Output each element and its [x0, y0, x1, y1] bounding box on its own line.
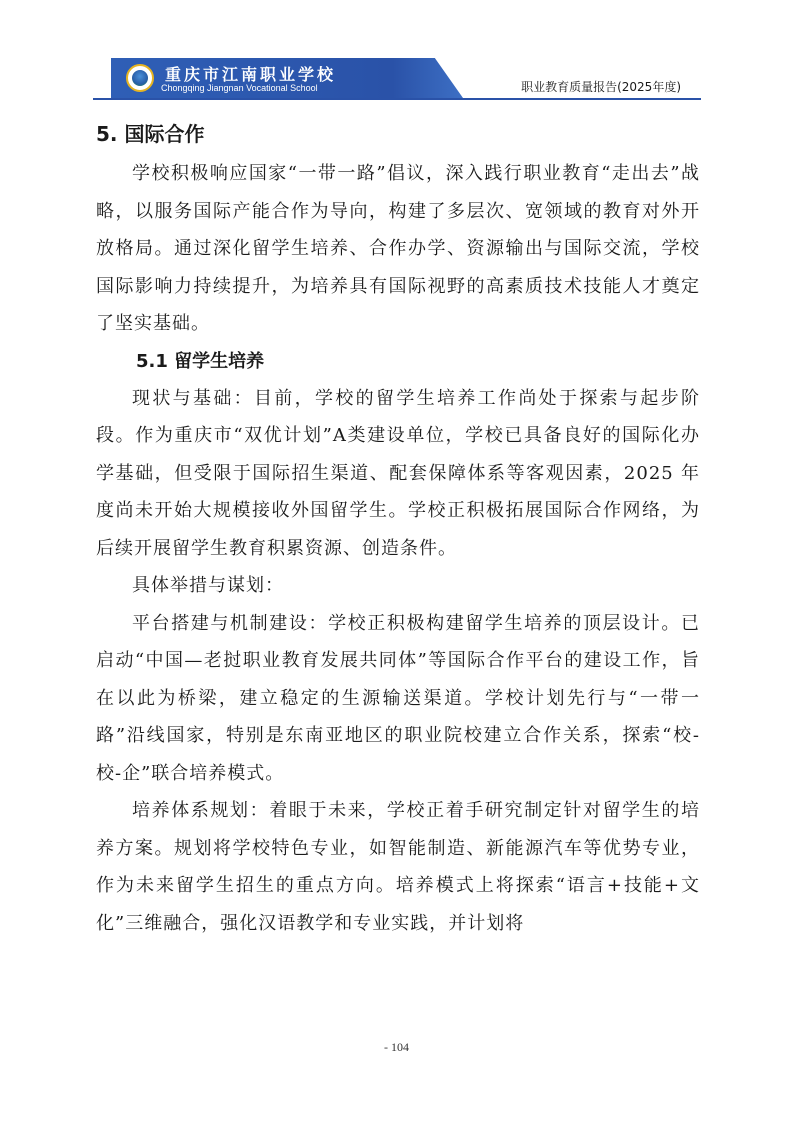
status-paragraph: 现状与基础：目前，学校的留学生培养工作尚处于探索与起步阶段。作为重庆市“双优计划”A类建设单位，学校已具备良好的国际化办学基础，但受限于国际招生渠道、配套保障体系等客观因素，2025 年度尚未开始大规模接收外国留学生。学校正积极拓展国际合作网络，为后续开展留学生教育积累资源、创造条件。 — [96, 387, 700, 559]
report-title: 职业教育质量报告(2025年度) — [521, 80, 681, 94]
school-emblem-icon — [126, 64, 154, 92]
school-name-cn: 重庆市江南职业学校 — [165, 65, 337, 84]
measures-heading-paragraph: 具体举措与谋划： — [132, 575, 284, 596]
section-intro-paragraph: 学校积极响应国家“一带一路”倡议，深入践行职业教育“走出去”战略，以服务国际产能合作为导向，构建了多层次、宽领域的教育对外开放格局。通过深化留学生培养、合作办学、资源输出与国际交流，学校国际影响力持续提升，为培养具有国际视野的高素质技术技能人才奠定了坚实基础。 — [96, 163, 700, 334]
subsection-title: 5.1 留学生培养 — [136, 350, 265, 372]
platform-paragraph: 平台搭建与机制建设：学校正积极构建留学生培养的顶层设计。已启动“中国—老挝职业教育发展共同体”等国际合作平台的建设工作，旨在以此为桥梁，建立稳定的生源输送渠道。学校计划先行与“一带一路”沿线国家，特别是东南亚地区的职业院校建立合作关系，探索“校-校-企”联合培养模式。 — [96, 612, 700, 784]
page-number: - 104 — [384, 1040, 409, 1054]
school-name-en: Chongqing Jiangnan Vocational School — [161, 83, 318, 93]
header-divider — [93, 98, 701, 100]
training-system-paragraph: 培养体系规划：着眼于未来，学校正着手研究制定针对留学生的培养方案。规划将学校特色专业，如智能制造、新能源汽车等优势专业，作为未来留学生招生的重点方向。培养模式上将探索“语言+技能+文化”三维融合，强化汉语教学和专业实践，并计划将 — [96, 800, 700, 934]
page-header — [93, 52, 701, 100]
section-title: 5. 国际合作 — [96, 122, 205, 146]
page-body — [96, 113, 700, 942]
